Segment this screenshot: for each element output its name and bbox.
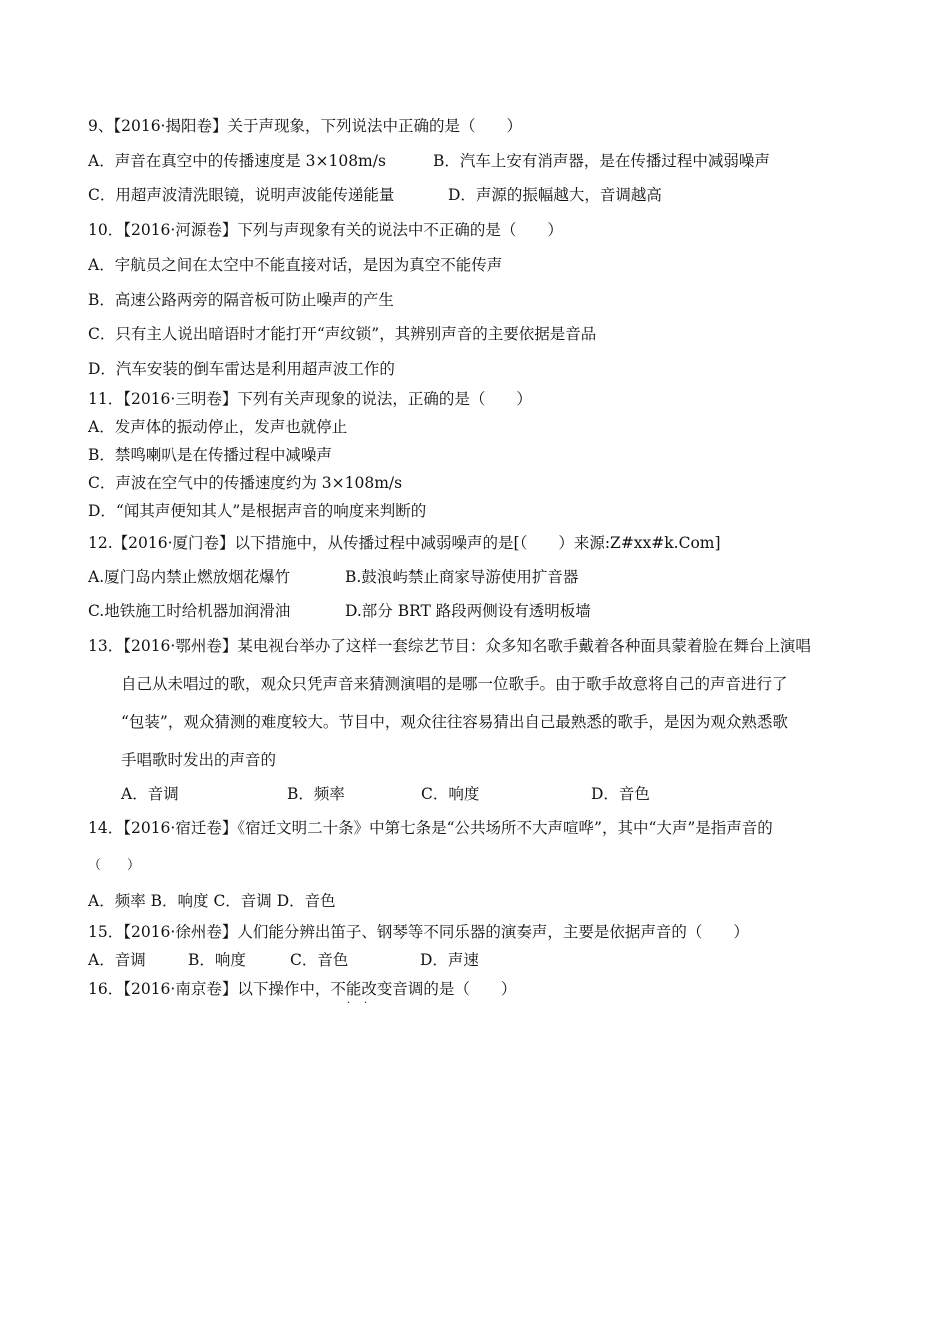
q9-stem: 9、【2016·揭阳卷】关于声现象，下列说法中正确的是（ ） xyxy=(88,117,522,135)
q13-option-d: D．音色 xyxy=(591,785,650,803)
q12-options-row2 xyxy=(88,601,888,621)
q13-option-a: A．音调 xyxy=(121,785,179,803)
q13-options xyxy=(121,784,821,804)
q13-stem-line2: 自己从未唱过的歌，观众只凭声音来猜测演唱的是哪一位歌手。由于歌手故意将自己的声音进行了 xyxy=(121,675,788,693)
q13-stem-line1: 13．【2016·鄂州卷】某电视台举办了这样一套综艺节目：众多知名歌手戴着各种面具蒙着脸在舞台上演唱 xyxy=(88,637,811,655)
q15-option-d: D．声速 xyxy=(420,951,479,969)
emphasis-dot: · xyxy=(364,998,368,1009)
q12-option-b: B.鼓浪屿禁止商家导游使用扩音器 xyxy=(345,568,579,586)
emphasis-dot: · xyxy=(347,998,351,1009)
q13-stem-line3: “包装”，观众猜测的难度较大。节目中，观众往往容易猜出自己最熟悉的歌手，是因为观众熟悉歌 xyxy=(121,713,788,731)
q12-options-row1 xyxy=(88,567,888,587)
q15-option-c: C．音色 xyxy=(290,951,349,969)
q10-stem: 10．【2016·河源卷】下列与声现象有关的说法中不正确的是（ ） xyxy=(88,221,563,239)
q11-option-b: B．禁鸣喇叭是在传播过程中减噪声 xyxy=(88,446,332,464)
q14-stem-line2: （ ） xyxy=(88,858,141,873)
q11-option-c: C．声波在空气中的传播速度约为 3×108m/s xyxy=(88,474,403,492)
q9-option-a: A．声音在真空中的传播速度是 3×108m/s xyxy=(88,152,386,170)
q11-option-a: A．发声体的振动停止，发声也就停止 xyxy=(88,418,348,436)
q13-option-b: B．频率 xyxy=(287,785,345,803)
q12-stem: 12.【2016·厦门卷】以下措施中，从传播过程中减弱噪声的是[（ ）来源:Z#xx#k.Com] xyxy=(88,534,721,552)
q9-option-b: B．汽车上安有消声器，是在传播过程中减弱噪声 xyxy=(433,152,770,170)
q10-option-b: B．高速公路两旁的隔音板可防止噪声的产生 xyxy=(88,291,394,309)
q16-stem: 16．【2016·南京卷】以下操作中，不能改变音调的是（ ） xyxy=(88,980,517,998)
q10-option-d: D．汽车安装的倒车雷达是利用超声波工作的 xyxy=(88,360,395,378)
q14-options: A．频率 B．响度 C．音调 D．音色 xyxy=(88,892,336,910)
q9-options-row1 xyxy=(88,151,888,171)
q11-option-d: D．“闻其声便知其人”是根据声音的响度来判断的 xyxy=(88,502,427,520)
q12-option-d: D.部分 BRT 路段两侧设有透明板墙 xyxy=(345,602,591,620)
q9-option-d: D．声源的振幅越大，音调越高 xyxy=(448,186,662,204)
q13-option-c: C．响度 xyxy=(421,785,480,803)
q15-stem: 15．【2016·徐州卷】人们能分辨出笛子、钢琴等不同乐器的演奏声，主要是依据声音的（ ） xyxy=(88,923,749,941)
q15-options xyxy=(88,950,788,970)
q15-option-b: B．响度 xyxy=(188,951,246,969)
q14-stem-line1: 14．【2016·宿迁卷】《宿迁文明二十条》中第七条是“公共场所不大声喧哗”，其中“大声”是指声音的 xyxy=(88,819,773,837)
q9-option-c: C．用超声波清洗眼镜，说明声波能传递能量 xyxy=(88,186,395,204)
q10-option-c: C．只有主人说出暗语时才能打开“声纹锁”，其辨别声音的主要依据是音品 xyxy=(88,325,597,343)
q15-option-a: A．音调 xyxy=(88,951,146,969)
q11-stem: 11．【2016·三明卷】下列有关声现象的说法，正确的是（ ） xyxy=(88,390,532,408)
q10-option-a: A．宇航员之间在太空中不能直接对话，是因为真空不能传声 xyxy=(88,256,503,274)
q13-stem-line4: 手唱歌时发出的声音的 xyxy=(121,751,277,769)
q12-option-c: C.地铁施工时给机器加润滑油 xyxy=(88,602,291,620)
q12-option-a: A.厦门岛内禁止燃放烟花爆竹 xyxy=(88,568,291,586)
q9-options-row2 xyxy=(88,185,888,205)
